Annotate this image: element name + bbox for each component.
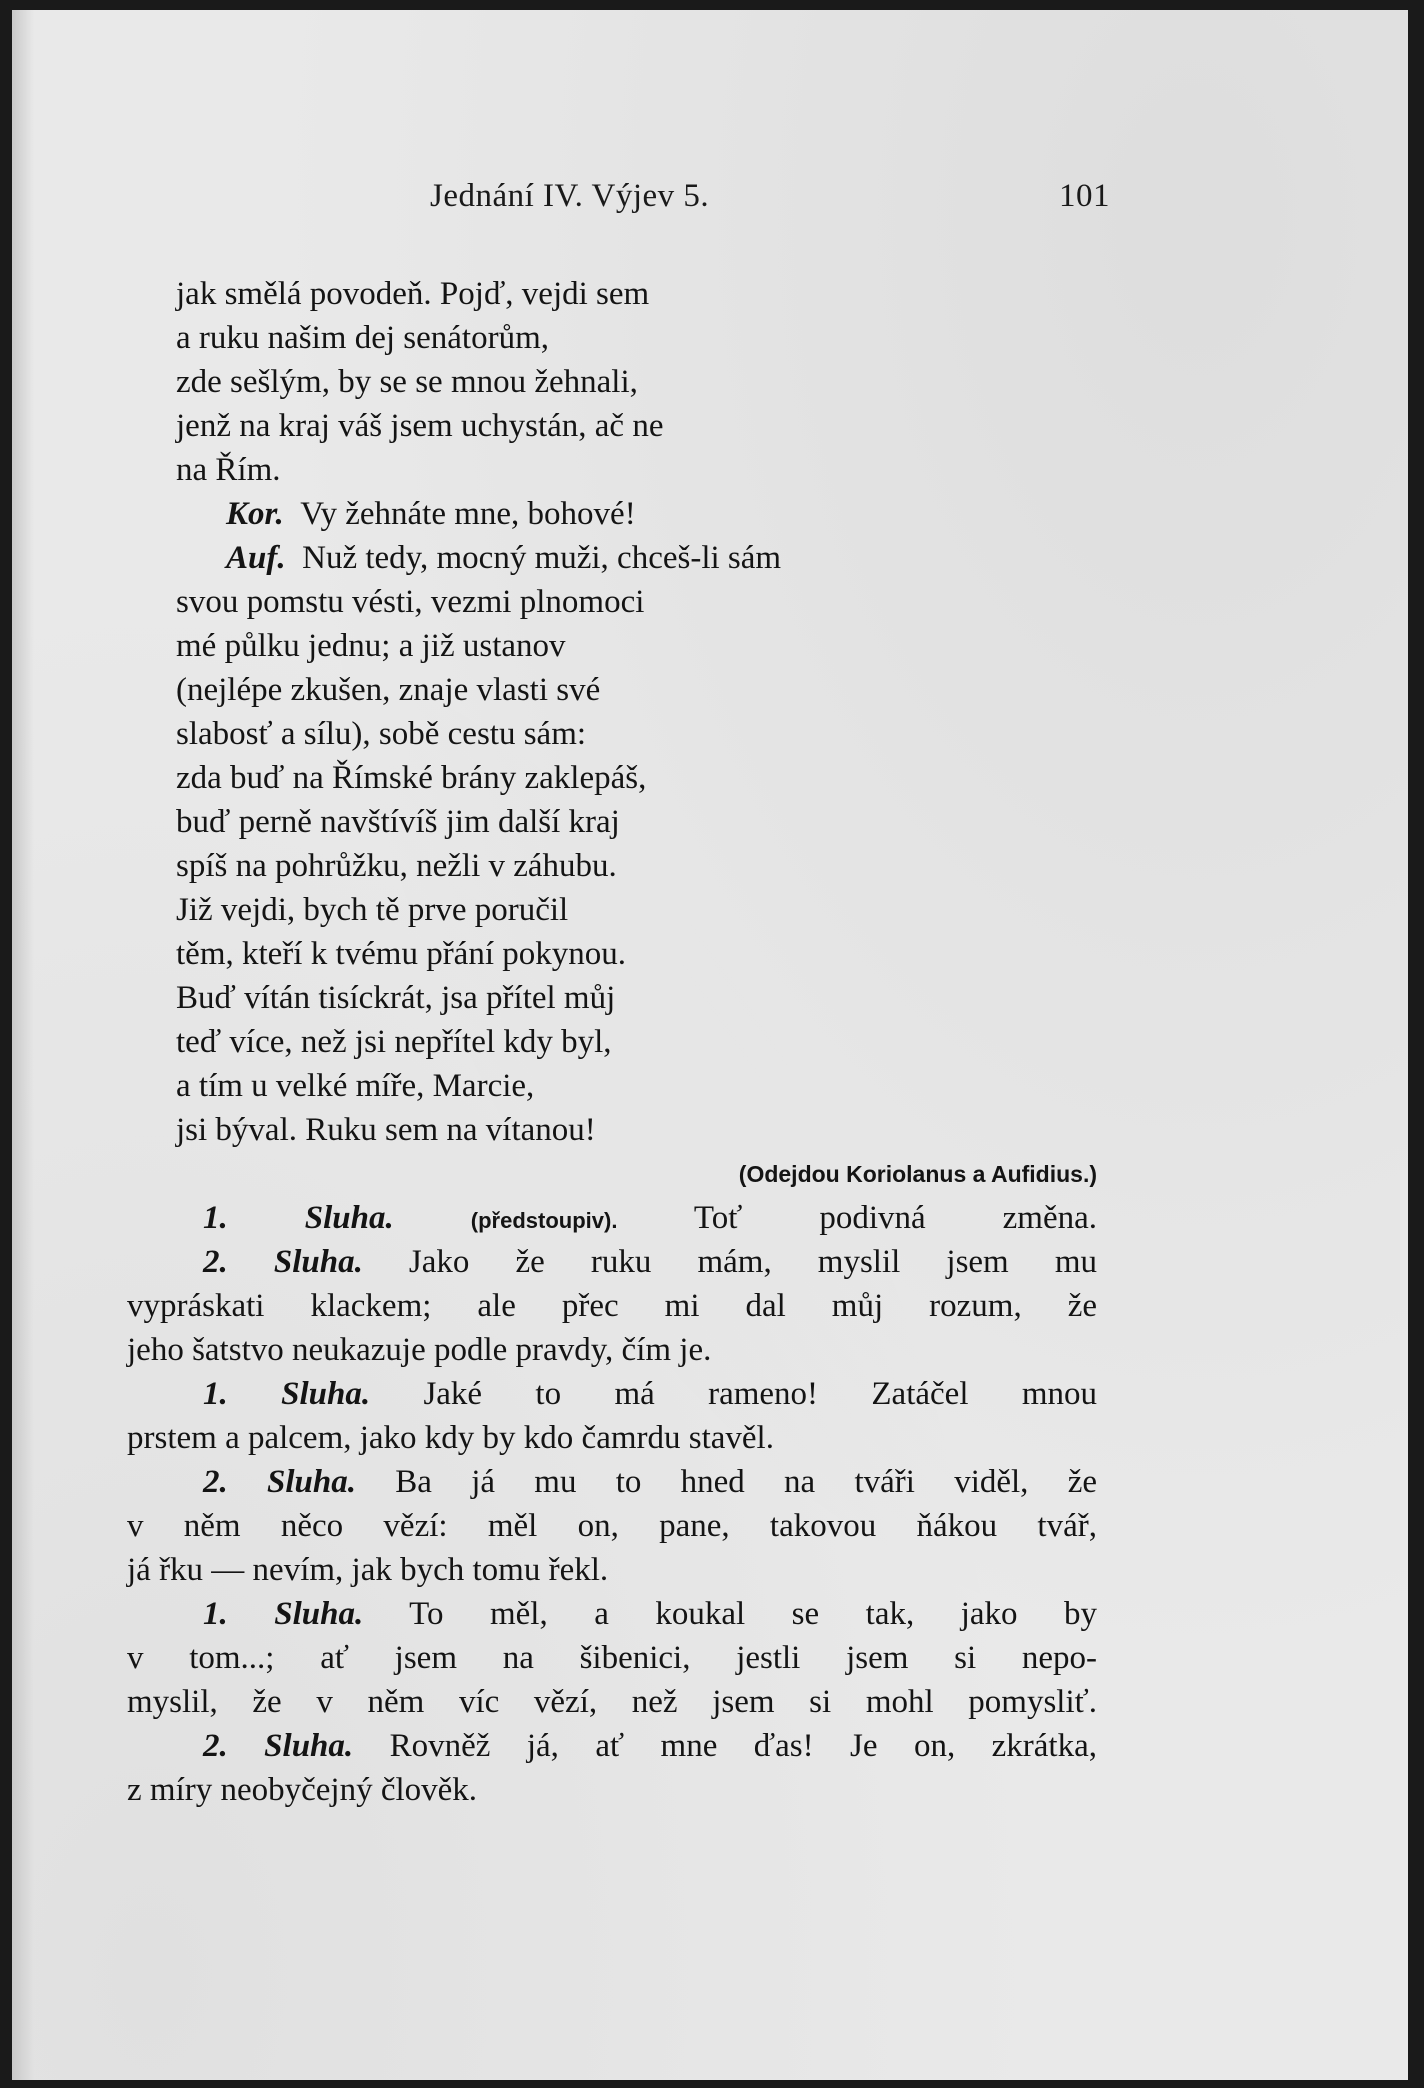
verse-line: slabosť a sílu), sobě cestu sám: — [176, 716, 587, 752]
verse-line: mé půlku jednu; a již ustanov — [176, 628, 566, 664]
speaker-name: 1. Sluha. — [203, 1200, 394, 1236]
verse-line: těm, kteří k tvému přání pokynou. — [176, 936, 626, 972]
prose-text: To měl, a koukal se tak, jako by — [409, 1596, 1098, 1632]
prose-line: vypráskati klackem; ale přec mi dal můj rozum, že — [127, 1288, 1097, 1324]
stage-direction: (předstoupiv). — [470, 1208, 618, 1233]
speaker-name: 1. Sluha. — [203, 1596, 364, 1632]
prose-line — [127, 1196, 1097, 1240]
verse-line: jak smělá povodeň. Pojď, vejdi sem — [176, 276, 650, 312]
prose-line: v něm něco vězí: měl on, pane, takovou ňákou tvář, — [127, 1508, 1097, 1544]
page-number: 101 — [1059, 178, 1110, 214]
speaker-name: 2. Sluha. — [203, 1728, 354, 1764]
verse-text: Nuž tedy, mocný muži, chceš-li sám — [302, 540, 782, 576]
speaker-name: Kor. — [226, 496, 284, 532]
speaker-name: 2. Sluha. — [203, 1244, 363, 1280]
speaker-name: Auf. — [226, 540, 286, 576]
verse-line: jsi býval. Ruku sem na vítanou! — [176, 1112, 596, 1148]
verse-line: a ruku našim dej senátorům, — [176, 320, 549, 356]
page-edge-shadow — [12, 10, 34, 2080]
verse-line: zda buď na Římské brány zaklepáš, — [176, 760, 647, 796]
verse-text: Vy žehnáte mne, bohové! — [300, 496, 636, 532]
verse-line: Již vejdi, bych tě prve poručil — [176, 892, 569, 928]
verse-line — [176, 492, 636, 536]
speaker-name: 1. Sluha. — [203, 1376, 371, 1412]
prose-line — [127, 1724, 1097, 1768]
prose-line: prstem a palcem, jako kdy by kdo čamrdu stavěl. — [127, 1420, 774, 1456]
verse-line: spíš na pohrůžku, nežli v záhubu. — [176, 848, 617, 884]
prose-line: z míry neobyčejný člověk. — [127, 1772, 478, 1808]
page-header — [430, 178, 1110, 228]
prose-line: v tom...; ať jsem na šibenici, jestli jsem si nepo- — [127, 1640, 1097, 1676]
running-title: Jednání IV. Výjev 5. — [430, 178, 710, 214]
verse-line: teď více, než jsi nepřítel kdy byl, — [176, 1024, 612, 1060]
prose-line: já řku — nevím, jak bych tomu řekl. — [127, 1552, 609, 1588]
verse-line: Buď vítán tisíckrát, jsa přítel můj — [176, 980, 616, 1016]
verse-line: (nejlépe zkušen, znaje vlasti své — [176, 672, 601, 708]
prose-text: Ba já mu to hned na tváři viděl, že — [395, 1464, 1097, 1500]
prose-line — [127, 1460, 1097, 1504]
prose-text: Toť podivná změna. — [693, 1200, 1098, 1236]
verse-line: jenž na kraj váš jsem uchystán, ač ne — [176, 408, 664, 444]
book-page — [12, 10, 1408, 2080]
verse-line: na Řím. — [176, 452, 281, 488]
prose-line — [127, 1372, 1097, 1416]
verse-line — [176, 536, 781, 580]
prose-line — [127, 1592, 1097, 1636]
verse-line: zde sešlým, by se se mnou žehnali, — [176, 364, 638, 400]
stage-direction: (Odejdou Koriolanus a Aufidius.) — [738, 1161, 1097, 1187]
verse-line: buď perně navštívíš jim další kraj — [176, 804, 620, 840]
prose-text: Jaké to má rameno! Zatáčel mnou — [423, 1376, 1098, 1412]
verse-line: a tím u velké míře, Marcie, — [176, 1068, 535, 1104]
prose-line — [127, 1240, 1097, 1284]
verse-line: svou pomstu vésti, vezmi plnomoci — [176, 584, 645, 620]
prose-line: myslil, že v něm víc vězí, než jsem si mohl pomysliť. — [127, 1684, 1097, 1720]
prose-line: jeho šatstvo neukazuje podle pravdy, čím je. — [127, 1332, 712, 1368]
speaker-name: 2. Sluha. — [203, 1464, 356, 1500]
prose-text: Jako že ruku mám, myslil jsem mu — [408, 1244, 1097, 1280]
prose-text: Rovněž já, ať mne ďas! Je on, zkrátka, — [389, 1728, 1097, 1764]
